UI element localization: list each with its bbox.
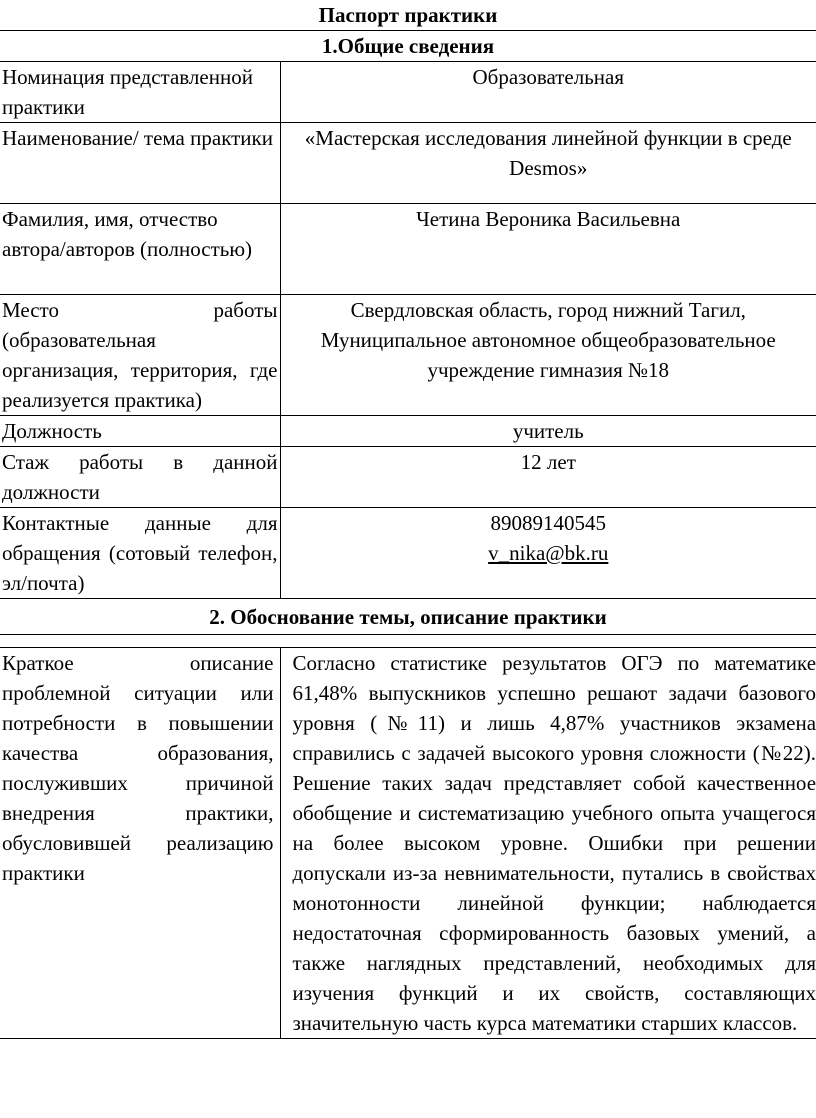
section-1-title: 1.Общие сведения — [0, 31, 816, 62]
table-row — [0, 204, 816, 295]
section-2-header-row — [0, 599, 816, 635]
table-row — [0, 295, 816, 416]
row-value-topic: «Мастерская исследования линейной функции в среде Desmos» — [280, 123, 816, 204]
section-2-title: 2. Обоснование темы, описание практики — [0, 599, 816, 635]
row-value-contacts — [280, 508, 816, 599]
row-label-problem: Краткое описание проблемной ситуации или потребности в повышении качества образования, послуживших причиной внедрения практики, обусловившей реализацию практики — [0, 648, 280, 1039]
row-label-nomination: Номинация представленной практики — [0, 62, 280, 123]
spacer-row — [0, 635, 816, 648]
row-value-experience: 12 лет — [280, 447, 816, 508]
row-value-position: учитель — [280, 416, 816, 447]
table-row — [0, 416, 816, 447]
row-value-author: Четина Вероника Васильевна — [280, 204, 816, 295]
table-row — [0, 123, 816, 204]
table-row — [0, 508, 816, 599]
section-1-header-row — [0, 31, 816, 62]
document-title: Паспорт практики — [318, 3, 498, 27]
row-label-experience: Стаж работы в данной должности — [0, 447, 280, 508]
passport-table — [0, 30, 816, 1039]
contact-email-link[interactable]: v_nika@bk.ru — [488, 541, 609, 565]
row-label-workplace: Место работы (образовательная организация, территория, где реализуется практика) — [0, 295, 280, 416]
contact-phone: 89089140545 — [490, 511, 606, 535]
row-label-position: Должность — [0, 416, 280, 447]
row-label-contacts: Контактные данные для обращения (сотовый телефон, эл/почта) — [0, 508, 280, 599]
row-label-topic: Наименование/ тема практики — [0, 123, 280, 204]
row-label-author: Фамилия, имя, отчество автора/авторов (полностью) — [0, 204, 280, 295]
table-row — [0, 648, 816, 1039]
row-value-problem: Согласно статистике результатов ОГЭ по математике 61,48% выпускников успешно решают задачи базового уровня (№11) и лишь 4,87% участников экзамена справились с задачей высокого уровня сложности (№22). Решение таких задач представляет собой качественное обобщение и систематизацию учебного опыта учащегося на более высоком уровне. Ошибки при решении допускали из-за невнимательности, путались в свойствах монотонности линейной функции; наблюдается недостаточная сформированность базовых умений, а также наглядных представлений, необходимых для изучения функций и их свойств, составляющих значительную часть курса математики старших классов. — [280, 648, 816, 1039]
table-row — [0, 62, 816, 123]
row-value-workplace: Свердловская область, город нижний Тагил, Муниципальное автономное общеобразовательное учреждение гимназия №18 — [280, 295, 816, 416]
table-row — [0, 447, 816, 508]
row-value-nomination: Образовательная — [280, 62, 816, 123]
